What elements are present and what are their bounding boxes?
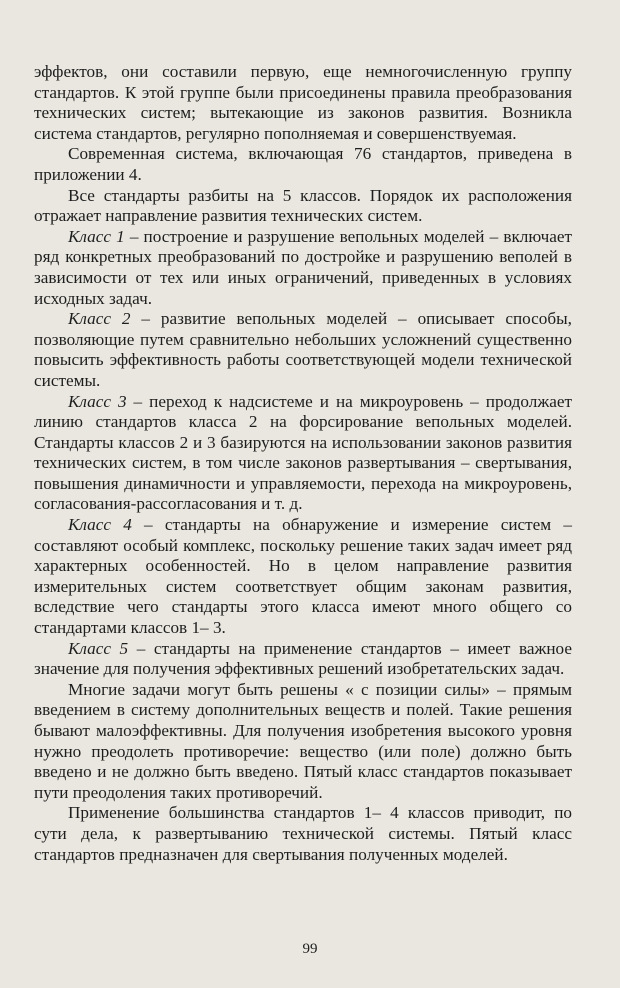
class-heading: Класс 5 xyxy=(68,638,129,658)
class-heading: Класс 4 xyxy=(68,515,132,535)
paragraph xyxy=(34,803,572,865)
paragraph-text: Все стандарты разбиты на 5 классов. Порядок их расположения отражает направление развития технических систем. xyxy=(34,185,572,226)
paragraph-text: – развитие вепольных моделей – описывает способы, позволяющие путем сравнительно небольших усложнений существенно повысить эффективность работы соответствующей модели технической системы. xyxy=(34,309,572,390)
paragraph xyxy=(34,680,572,804)
paragraph-class-1 xyxy=(34,227,572,309)
paragraph-class-3 xyxy=(34,392,572,516)
paragraph-class-2 xyxy=(34,309,572,391)
class-heading: Класс 2 xyxy=(68,309,131,329)
paragraph-text: Многие задачи могут быть решены « с позиции силы» – прямым введением в систему дополнительных веществ и полей. Такие решения бывают малоэффективны. Для получения изобретения высокого уровня нужно преодолеть противоречие: вещество (или поле) должно быть введено и не должно быть введено. Пятый класс стандартов показывает пути преодоления таких противоречий. xyxy=(34,679,572,802)
class-heading: Класс 1 xyxy=(68,226,125,246)
paragraph xyxy=(34,144,572,185)
paragraph xyxy=(34,186,572,227)
paragraph-class-5 xyxy=(34,639,572,680)
class-heading: Класс 3 xyxy=(68,391,127,411)
paragraph-text: Применение большинства стандартов 1– 4 классов приводит, по сути дела, к развертыванию технической системы. Пятый класс стандартов предназначен для свертывания полученных моделей. xyxy=(34,803,572,864)
paragraph-text: – переход к надсистеме и на микроуровень – продолжает линию стандартов класса 2 на форсирование вепольных моделей. Стандарты классов 2 и 3 базируются на использовании законов развития технических систем, в том числе законов развертывания – свертывания, повышения динамичности и управляемости, перехода на микроуровень, согласования-рассогласования и т. д. xyxy=(34,391,572,514)
paragraph-text: – стандарты на применение стандартов – имеет важное значение для получения эффективных решений изобретательских задач. xyxy=(34,638,572,679)
paragraph-class-4 xyxy=(34,515,572,639)
paragraph-text: эффектов, они составили первую, еще немногочисленную группу стандартов. К этой группе были присоединены правила преобразования технических систем; вытекающие из законов развития. Возникла система стандартов, регулярно пополняемая и совершенствуемая. xyxy=(34,62,572,143)
paragraph-text: – построение и разрушение вепольных моделей – включает ряд конкретных преобразований по достройке и разрушению веполей в зависимости от тех или иных ограничений, приведенных в условиях исходных задач. xyxy=(34,226,572,308)
paragraph xyxy=(34,62,572,144)
page-number: 99 xyxy=(302,941,318,957)
paragraph-text: – стандарты на обнаружение и измерение систем – составляют особый комплекс, поскольку решение таких задач имеет ряд характерных особенностей. Но в целом направление развития измерительных систем соответствует общим законам развития, вследствие чего стандарты этого класса имеют много общего со стандартами классов 1– 3. xyxy=(34,515,572,638)
paragraph-text: Современная система, включающая 76 стандартов, приведена в приложении 4. xyxy=(34,144,572,184)
